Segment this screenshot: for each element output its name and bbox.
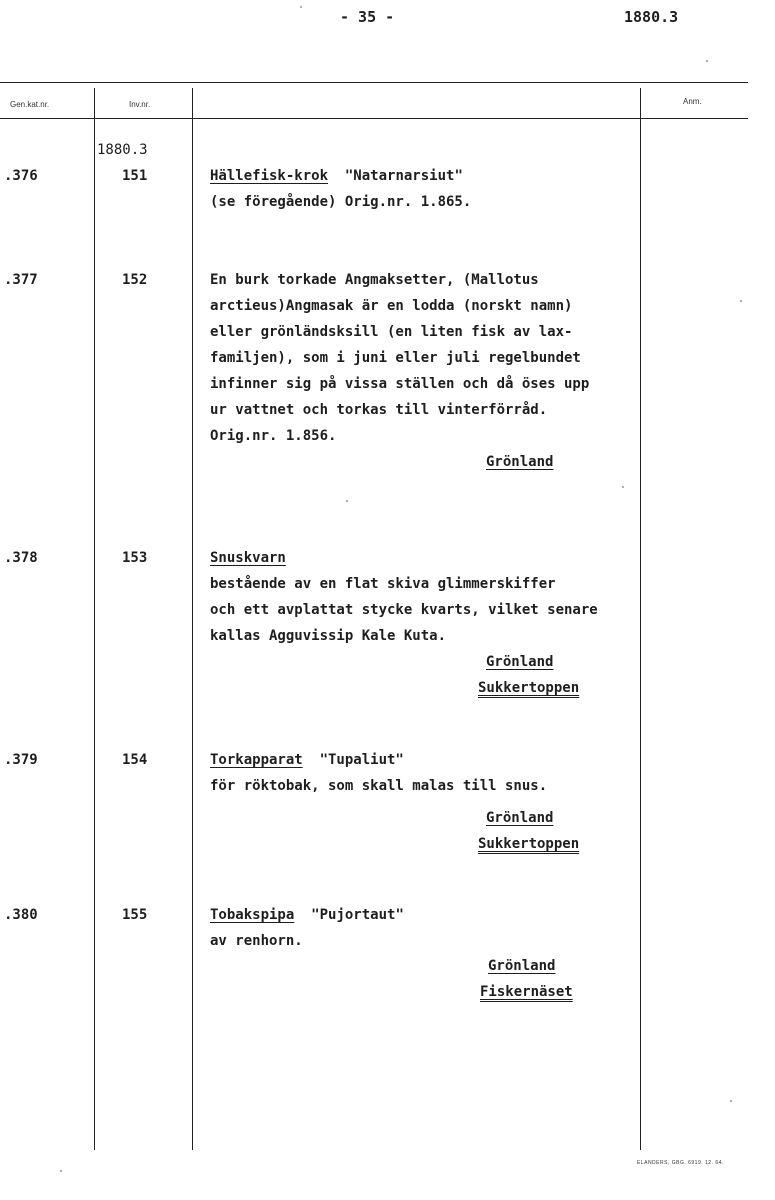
entry-place: Sukkertoppen: [478, 836, 580, 852]
entry-text-line: infinner sig på vissa ställen och då öses upp: [210, 376, 590, 392]
entry-text-line: Orig.nr. 1.856.: [210, 428, 337, 444]
entry-place: Fiskernäset: [480, 984, 573, 1000]
entry-text-line: En burk torkade Angmaksetter, (Mallotus: [210, 272, 539, 288]
scan-speck: [60, 1170, 62, 1172]
scan-speck: [740, 300, 742, 302]
scan-speck: [622, 486, 624, 488]
scan-speck: [730, 1100, 732, 1102]
col-divider-1: [94, 88, 95, 1150]
entry-inv-number: 152: [122, 272, 148, 288]
entry-inv-number: 151: [122, 168, 148, 184]
page-number: - 35 -: [340, 8, 395, 26]
entry-title-row: [210, 907, 404, 923]
entry-inv-number: 153: [122, 550, 148, 566]
entry-title-suffix: "Pujortaut": [311, 907, 404, 923]
entry-place: Grönland: [486, 654, 554, 670]
entry-text-line: ur vattnet och torkas till vinterförråd.: [210, 402, 548, 418]
entry-text-line: arctieus)Angmasak är en lodda (norskt namn): [210, 298, 573, 314]
entry-place: Grönland: [486, 454, 554, 470]
col-header-inv: Inv.nr.: [129, 100, 151, 109]
entry-text-line: bestående av en flat skiva glimmerskiffer: [210, 576, 556, 592]
entry-place: Grönland: [488, 958, 556, 974]
entry-title-row: [210, 752, 404, 768]
entry-inv-number: 154: [122, 752, 148, 768]
entry-title: Snuskvarn: [210, 550, 286, 566]
col-divider-2: [192, 88, 193, 1150]
entry-text-line: familjen), som i juni eller juli regelbundet: [210, 350, 581, 366]
col-header-anm: Anm.: [683, 97, 702, 106]
entry-text-line: för röktobak, som skall malas till snus.: [210, 778, 548, 794]
printer-mark: ELANDERS, GBG. 6919. 12. 64.: [637, 1160, 724, 1166]
entry-title: Torkapparat: [210, 752, 303, 768]
year-code: 1880.3: [624, 8, 679, 26]
entry-text-line: och ett avplattat stycke kvarts, vilket senare: [210, 602, 598, 618]
entry-title: Tobakspipa: [210, 907, 295, 923]
entry-title-row: [210, 168, 463, 184]
entry-gen-number: .378: [4, 550, 38, 566]
entry-text-line: kallas Agguvissip Kale Kuta.: [210, 628, 447, 644]
entry-text-line: eller grönländsksill (en liten fisk av lax-: [210, 324, 573, 340]
entry-gen-number: .380: [4, 907, 38, 923]
scan-speck: [706, 60, 708, 62]
entry-text-line: (se föregående) Orig.nr. 1.865.: [210, 194, 472, 210]
header-bottom-rule: [0, 118, 748, 119]
entry-text-line: av renhorn.: [210, 933, 303, 949]
entry-gen-number: .377: [4, 272, 38, 288]
entry-title-suffix: "Tupaliut": [319, 752, 404, 768]
entry-inv-number: 155: [122, 907, 148, 923]
header-top-rule: [0, 82, 748, 83]
col-header-gen-kat: Gen.kat.nr.: [10, 100, 50, 109]
entry-gen-number: .379: [4, 752, 38, 768]
entry-place: Sukkertoppen: [478, 680, 580, 696]
entry-title: Hällefisk-krok: [210, 168, 329, 184]
scan-speck: [346, 500, 348, 502]
entry-gen-number: .376: [4, 168, 38, 184]
entry-place: Grönland: [486, 810, 554, 826]
series-label: 1880.3: [97, 142, 148, 158]
scan-speck: [300, 6, 302, 8]
col-divider-3: [640, 88, 641, 1150]
entry-title-suffix: "Natarnarsiut": [344, 168, 463, 184]
